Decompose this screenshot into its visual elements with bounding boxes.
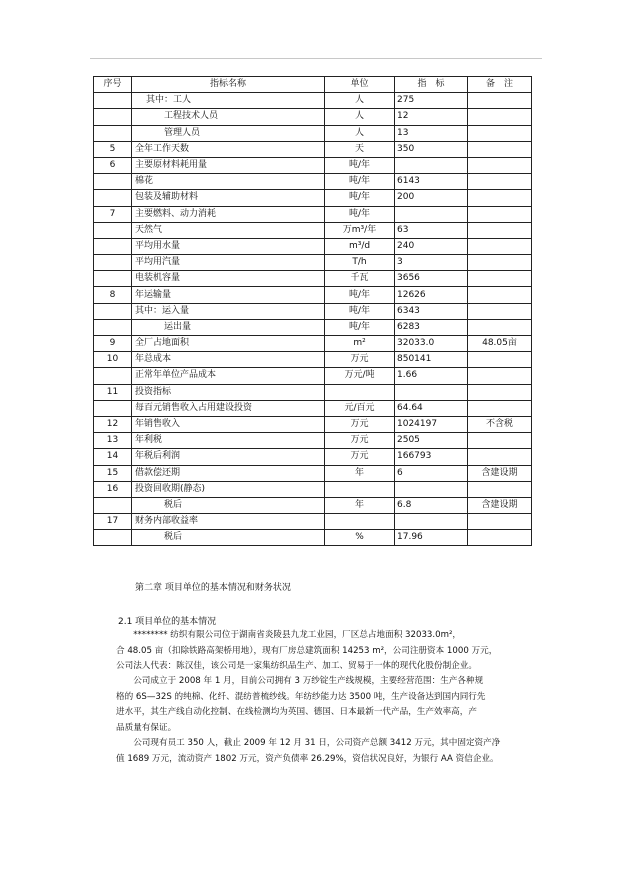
cell-value: 200 xyxy=(395,190,468,206)
header-unit: 单位 xyxy=(325,77,395,93)
cell-remark xyxy=(468,190,532,206)
text-line: 合 48.05 亩（扣除铁路高架桥用地），现有厂房总建筑面积 14253 m²，公司注册资本 1000 万元， xyxy=(116,645,498,656)
cell-value: 1024197 xyxy=(395,416,468,432)
table-row xyxy=(94,449,532,465)
cell-unit: 人 xyxy=(325,93,395,109)
cell-no xyxy=(94,271,132,287)
paragraph-company-overview xyxy=(116,628,536,675)
cell-value: 6283 xyxy=(395,319,468,335)
text-line: 公司成立于 2008 年 1 月，目前公司拥有 3 万纱锭生产线规模，主要经营范围：生产各种规 xyxy=(116,676,484,686)
cell-name: 年销售收入 xyxy=(132,416,325,432)
cell-remark: 不含税 xyxy=(468,416,532,432)
cell-value: 17.96 xyxy=(395,530,468,546)
cell-name: 运出量 xyxy=(132,319,325,335)
cell-value: 3656 xyxy=(395,271,468,287)
header-name: 指标名称 xyxy=(132,77,325,93)
cell-unit: 吨/年 xyxy=(325,174,395,190)
cell-remark xyxy=(468,238,532,254)
cell-no xyxy=(94,303,132,319)
cell-unit: 千瓦 xyxy=(325,271,395,287)
cell-no xyxy=(94,530,132,546)
cell-value xyxy=(395,206,468,222)
cell-name: 借款偿还期 xyxy=(132,465,325,481)
cell-no xyxy=(94,368,132,384)
table-row xyxy=(94,514,532,530)
cell-no: 6 xyxy=(94,157,132,173)
cell-name: 税后 xyxy=(132,530,325,546)
table-row xyxy=(94,206,532,222)
text-line: 公司法人代表：陈汉佳，该公司是一家集纺织品生产、加工、贸易于一体的现代化股份制企业。 xyxy=(116,661,477,672)
cell-remark xyxy=(468,384,532,400)
table-row xyxy=(94,222,532,238)
table-row xyxy=(94,271,532,287)
cell-name: 其中：运入量 xyxy=(132,303,325,319)
table-row xyxy=(94,497,532,513)
text-line: 品质量有保证。 xyxy=(116,722,177,733)
cell-remark xyxy=(468,530,532,546)
cell-unit: 万元 xyxy=(325,449,395,465)
table-header-row xyxy=(94,77,532,93)
cell-name: 年运输量 xyxy=(132,287,325,303)
text-line: 值 1689 万元，流动资产 1802 万元，资产负债率 26.29%，资信状况良好，为银行 AA 资信企业。 xyxy=(116,753,499,764)
cell-remark xyxy=(468,206,532,222)
table-row xyxy=(94,287,532,303)
cell-value: 275 xyxy=(395,93,468,109)
cell-value: 3 xyxy=(395,255,468,271)
cell-remark xyxy=(468,352,532,368)
cell-value: 12 xyxy=(395,109,468,125)
table-row xyxy=(94,255,532,271)
cell-name: 财务内部收益率 xyxy=(132,514,325,530)
cell-unit xyxy=(325,481,395,497)
cell-remark xyxy=(468,481,532,497)
cell-unit: 万元 xyxy=(325,416,395,432)
cell-no xyxy=(94,125,132,141)
table-row xyxy=(94,416,532,432)
text-line: ******** 纺织有限公司位于湖南省炎陵县九龙工业园，厂区总占地面积 32033.0m²， xyxy=(116,630,462,640)
cell-value: 13 xyxy=(395,125,468,141)
table-row xyxy=(94,530,532,546)
cell-no xyxy=(94,255,132,271)
cell-no xyxy=(94,190,132,206)
cell-no: 15 xyxy=(94,465,132,481)
cell-name: 正常年单位产品成本 xyxy=(132,368,325,384)
cell-remark xyxy=(468,93,532,109)
cell-no xyxy=(94,400,132,416)
cell-name: 税后 xyxy=(132,497,325,513)
table-row xyxy=(94,190,532,206)
table-row xyxy=(94,384,532,400)
cell-value: 6 xyxy=(395,465,468,481)
cell-value: 850141 xyxy=(395,352,468,368)
cell-unit: 人 xyxy=(325,125,395,141)
cell-value: 6.8 xyxy=(395,497,468,513)
cell-unit: 人 xyxy=(325,109,395,125)
cell-unit: 吨/年 xyxy=(325,287,395,303)
cell-name: 年税后利润 xyxy=(132,449,325,465)
cell-unit: % xyxy=(325,530,395,546)
cell-no xyxy=(94,238,132,254)
cell-no: 9 xyxy=(94,336,132,352)
cell-name: 年利税 xyxy=(132,433,325,449)
table-row xyxy=(94,368,532,384)
cell-value: 63 xyxy=(395,222,468,238)
cell-unit: 年 xyxy=(325,497,395,513)
cell-value: 6143 xyxy=(395,174,468,190)
table-row xyxy=(94,109,532,125)
cell-no: 5 xyxy=(94,141,132,157)
cell-name: 平均用水量 xyxy=(132,238,325,254)
cell-no: 12 xyxy=(94,416,132,432)
cell-remark xyxy=(468,141,532,157)
cell-name: 电装机容量 xyxy=(132,271,325,287)
cell-unit: T/h xyxy=(325,255,395,271)
cell-unit xyxy=(325,514,395,530)
cell-value: 350 xyxy=(395,141,468,157)
text-line: 格的 6S—32S 的纯棉、化纤、混纺普梳纱线。年纺纱能力达 3500 吨，生产设备达到国内同行先 xyxy=(116,691,486,702)
cell-value: 12626 xyxy=(395,287,468,303)
cell-value xyxy=(395,384,468,400)
cell-unit: 万元/吨 xyxy=(325,368,395,384)
cell-no: 11 xyxy=(94,384,132,400)
cell-remark xyxy=(468,449,532,465)
cell-unit: m² xyxy=(325,336,395,352)
cell-remark xyxy=(468,174,532,190)
table-row xyxy=(94,319,532,335)
cell-remark xyxy=(468,303,532,319)
cell-remark xyxy=(468,255,532,271)
table-row xyxy=(94,157,532,173)
cell-name: 包装及辅助材料 xyxy=(132,190,325,206)
cell-remark xyxy=(468,222,532,238)
cell-name: 投资指标 xyxy=(132,384,325,400)
header-value: 指 标 xyxy=(395,77,468,93)
cell-name: 全厂占地面积 xyxy=(132,336,325,352)
cell-value: 32033.0 xyxy=(395,336,468,352)
cell-remark xyxy=(468,514,532,530)
table-row xyxy=(94,93,532,109)
cell-no: 7 xyxy=(94,206,132,222)
cell-unit: m³/d xyxy=(325,238,395,254)
header-remark: 备 注 xyxy=(468,77,532,93)
cell-no: 17 xyxy=(94,514,132,530)
page-header-rule xyxy=(90,58,542,59)
cell-no: 13 xyxy=(94,433,132,449)
cell-unit: 吨/年 xyxy=(325,190,395,206)
cell-unit: 万m³/年 xyxy=(325,222,395,238)
section-title: 2.1 项目单位的基本情况 xyxy=(118,617,217,627)
cell-value: 64.64 xyxy=(395,400,468,416)
cell-no: 14 xyxy=(94,449,132,465)
text-line: 进水平，其生产线自动化控制、在线检测均为英国、德国、日本最新一代产品，生产效率高，产 xyxy=(116,707,477,718)
paragraph-company-finance xyxy=(116,736,536,767)
cell-no xyxy=(94,93,132,109)
cell-remark: 含建设期 xyxy=(468,497,532,513)
cell-remark: 48.05亩 xyxy=(468,336,532,352)
cell-name: 其中：工人 xyxy=(132,93,325,109)
table-row xyxy=(94,465,532,481)
table-row xyxy=(94,303,532,319)
table-row xyxy=(94,352,532,368)
table-row xyxy=(94,400,532,416)
cell-name: 工程技术人员 xyxy=(132,109,325,125)
cell-remark xyxy=(468,125,532,141)
table-row xyxy=(94,141,532,157)
cell-value: 2505 xyxy=(395,433,468,449)
cell-unit: 天 xyxy=(325,141,395,157)
cell-unit: 吨/年 xyxy=(325,206,395,222)
cell-value xyxy=(395,157,468,173)
cell-unit: 吨/年 xyxy=(325,319,395,335)
cell-name: 年总成本 xyxy=(132,352,325,368)
cell-no xyxy=(94,174,132,190)
cell-no: 8 xyxy=(94,287,132,303)
cell-name: 主要燃料、动力消耗 xyxy=(132,206,325,222)
cell-no: 16 xyxy=(94,481,132,497)
table-row xyxy=(94,238,532,254)
table-row xyxy=(94,481,532,497)
cell-value: 240 xyxy=(395,238,468,254)
cell-name: 主要原材料耗用量 xyxy=(132,157,325,173)
chapter-title: 第二章 项目单位的基本情况和财务状况 xyxy=(135,583,291,593)
table-row xyxy=(94,125,532,141)
cell-remark xyxy=(468,157,532,173)
cell-name: 棉花 xyxy=(132,174,325,190)
cell-remark xyxy=(468,287,532,303)
cell-unit: 万元 xyxy=(325,433,395,449)
cell-name: 管理人员 xyxy=(132,125,325,141)
table-row xyxy=(94,433,532,449)
cell-name: 每百元销售收入占用建设投资 xyxy=(132,400,325,416)
cell-remark xyxy=(468,433,532,449)
cell-unit: 元/百元 xyxy=(325,400,395,416)
cell-value: 1.66 xyxy=(395,368,468,384)
cell-remark xyxy=(468,368,532,384)
cell-value: 6343 xyxy=(395,303,468,319)
cell-name: 全年工作天数 xyxy=(132,141,325,157)
header-no: 序号 xyxy=(94,77,132,93)
cell-remark xyxy=(468,319,532,335)
cell-unit xyxy=(325,384,395,400)
cell-unit: 吨/年 xyxy=(325,157,395,173)
cell-no: 10 xyxy=(94,352,132,368)
cell-remark xyxy=(468,109,532,125)
cell-unit: 年 xyxy=(325,465,395,481)
text-line: 公司现有员工 350 人，截止 2009 年 12 月 31 日，公司资产总额 3412 万元，其中固定资产净 xyxy=(116,738,501,748)
cell-unit: 万元 xyxy=(325,352,395,368)
cell-no xyxy=(94,497,132,513)
table-body xyxy=(94,93,532,546)
cell-unit: 吨/年 xyxy=(325,303,395,319)
cell-value xyxy=(395,514,468,530)
cell-remark: 含建设期 xyxy=(468,465,532,481)
cell-name: 天然气 xyxy=(132,222,325,238)
cell-value: 166793 xyxy=(395,449,468,465)
table-row xyxy=(94,336,532,352)
cell-remark xyxy=(468,400,532,416)
cell-value xyxy=(395,481,468,497)
cell-name: 平均用汽量 xyxy=(132,255,325,271)
table-row xyxy=(94,174,532,190)
cell-no xyxy=(94,222,132,238)
cell-name: 投资回收期(静态) xyxy=(132,481,325,497)
paragraph-company-history xyxy=(116,674,536,736)
cell-no xyxy=(94,319,132,335)
indicator-table xyxy=(93,76,532,546)
cell-no xyxy=(94,109,132,125)
cell-remark xyxy=(468,271,532,287)
